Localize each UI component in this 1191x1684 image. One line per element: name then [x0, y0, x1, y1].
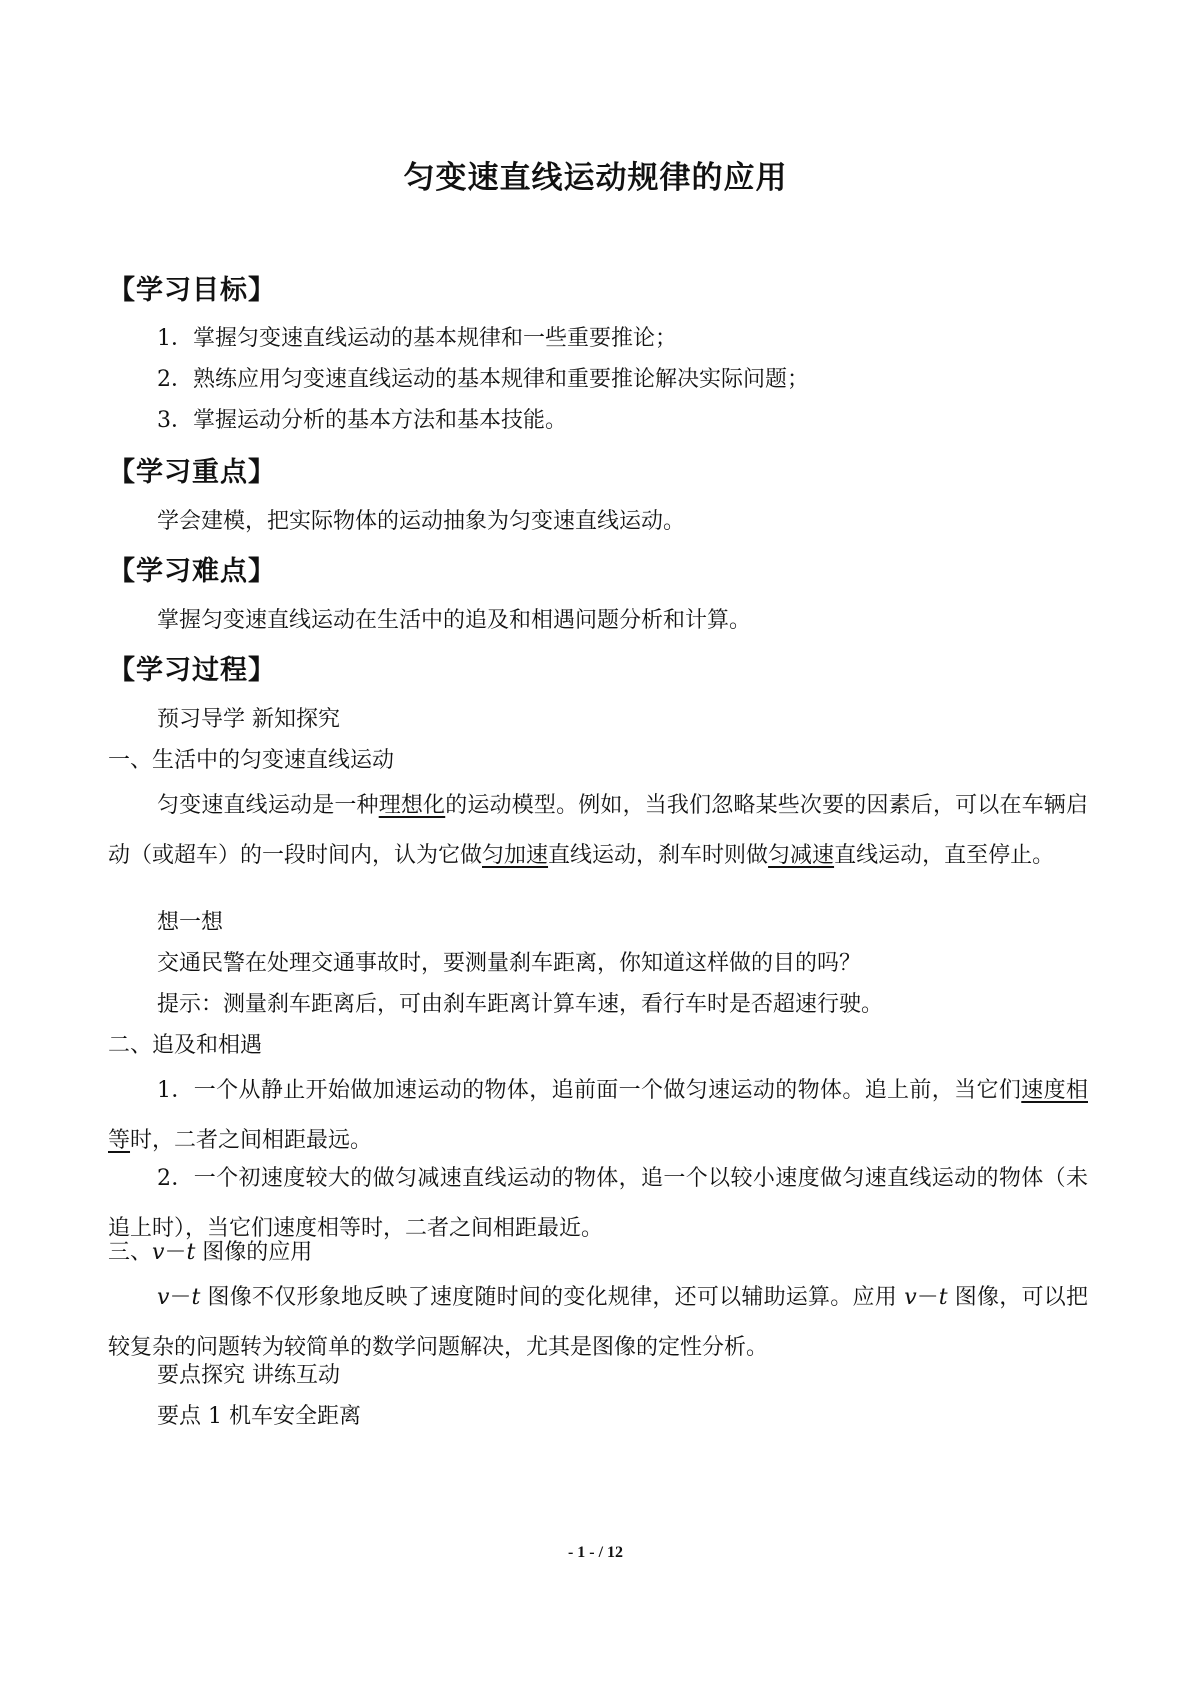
- objective-item-3: 3．掌握运动分析的基本方法和基本技能。: [157, 408, 567, 433]
- key-points-heading: 【学习重点】: [108, 457, 276, 488]
- difficulties-heading: 【学习难点】: [108, 556, 276, 587]
- objectives-heading: 【学习目标】: [108, 275, 276, 306]
- section2-p1-text-a: 1．一个从静止开始做加速运动的物体，追前面一个做匀速运动的物体。追上前，当它们: [157, 1078, 1022, 1103]
- difficulties-text: 掌握匀变速直线运动在生活中的追及和相遇问题分析和计算。: [157, 608, 752, 633]
- section1-paragraph: [108, 781, 1088, 881]
- objective-item-2: 2．熟练应用匀变速直线运动的基本规律和重要推论解决实际问题；: [157, 367, 809, 392]
- symbol-v: v: [904, 1285, 917, 1310]
- section3-text-a: 图像不仅形象地反映了速度随时间的变化规律，还可以辅助运算。应用: [200, 1285, 905, 1310]
- document-title: 匀变速直线运动规律的应用: [403, 160, 788, 196]
- symbol-t: t: [938, 1285, 948, 1310]
- section2-title: 二、追及和相遇: [108, 1033, 263, 1058]
- section2-p1-text-b: 时，二者之间相距最远。: [130, 1128, 373, 1153]
- term-equal-speed: 速度相等: [108, 1078, 1088, 1153]
- section2-paragraph-1: [108, 1066, 1088, 1166]
- symbol-dash: －: [916, 1285, 939, 1310]
- symbol-v: v: [157, 1285, 170, 1310]
- objective-item-1: 1．掌握匀变速直线运动的基本规律和一些重要推论；: [157, 326, 677, 351]
- section2-paragraph-2: 2．一个初速度较大的做匀减速直线运动的物体，追一个以较小速度做匀速直线运动的物体（未追上时），当它们速度相等时，二者之间相距最近。: [108, 1166, 1088, 1241]
- symbol-dash: －: [164, 1240, 187, 1265]
- key-points-text: 学会建模，把实际物体的运动抽象为匀变速直线运动。: [157, 509, 686, 534]
- think-hint: 提示：测量刹车距离后，可由刹车距离计算车速，看行车时是否超速行驶。: [157, 992, 884, 1017]
- term-uniform-acceleration: 匀加速: [482, 843, 549, 868]
- symbol-t: t: [191, 1285, 201, 1310]
- point1-title: 要点 1 机车安全距离: [157, 1404, 361, 1429]
- preview-label: 预习导学 新知探究: [157, 707, 340, 732]
- term-idealized: 理想化: [378, 793, 446, 818]
- section3-title-suffix: 图像的应用: [195, 1240, 313, 1265]
- section1-text-d: 直线运动，直至停止。: [834, 843, 1055, 868]
- think-question: 交通民警在处理交通事故时，要测量刹车距离，你知道这样做的目的吗？: [157, 951, 862, 976]
- term-uniform-deceleration: 匀减速: [768, 843, 835, 868]
- process-heading: 【学习过程】: [108, 655, 276, 686]
- section3-title: [108, 1238, 312, 1268]
- section3-text-b: 图像，可以把较复杂的问题转为较简单的数学问题解决，尤其是图像的定性分析。: [108, 1285, 1088, 1360]
- page-number: - 1 - / 12: [567, 1544, 624, 1561]
- section3-title-prefix: 三、: [108, 1240, 153, 1265]
- section1-text-a: 匀变速直线运动是一种: [157, 793, 379, 818]
- section1-title: 一、生活中的匀变速直线运动: [108, 748, 395, 773]
- section1-text-b: 的运动模型。例如，当我们忽略某些次要的因素后，可以在车辆启动（或超车）的一段时间内，认为它做: [108, 793, 1088, 868]
- section1-text-c: 直线运动，刹车时则做: [548, 843, 769, 868]
- symbol-v: v: [152, 1240, 165, 1265]
- symbol-t: t: [186, 1240, 196, 1265]
- think-label: 想一想: [157, 910, 224, 935]
- explore-label: 要点探究 讲练互动: [157, 1363, 340, 1388]
- symbol-dash: －: [169, 1285, 192, 1310]
- section3-paragraph: [108, 1273, 1088, 1373]
